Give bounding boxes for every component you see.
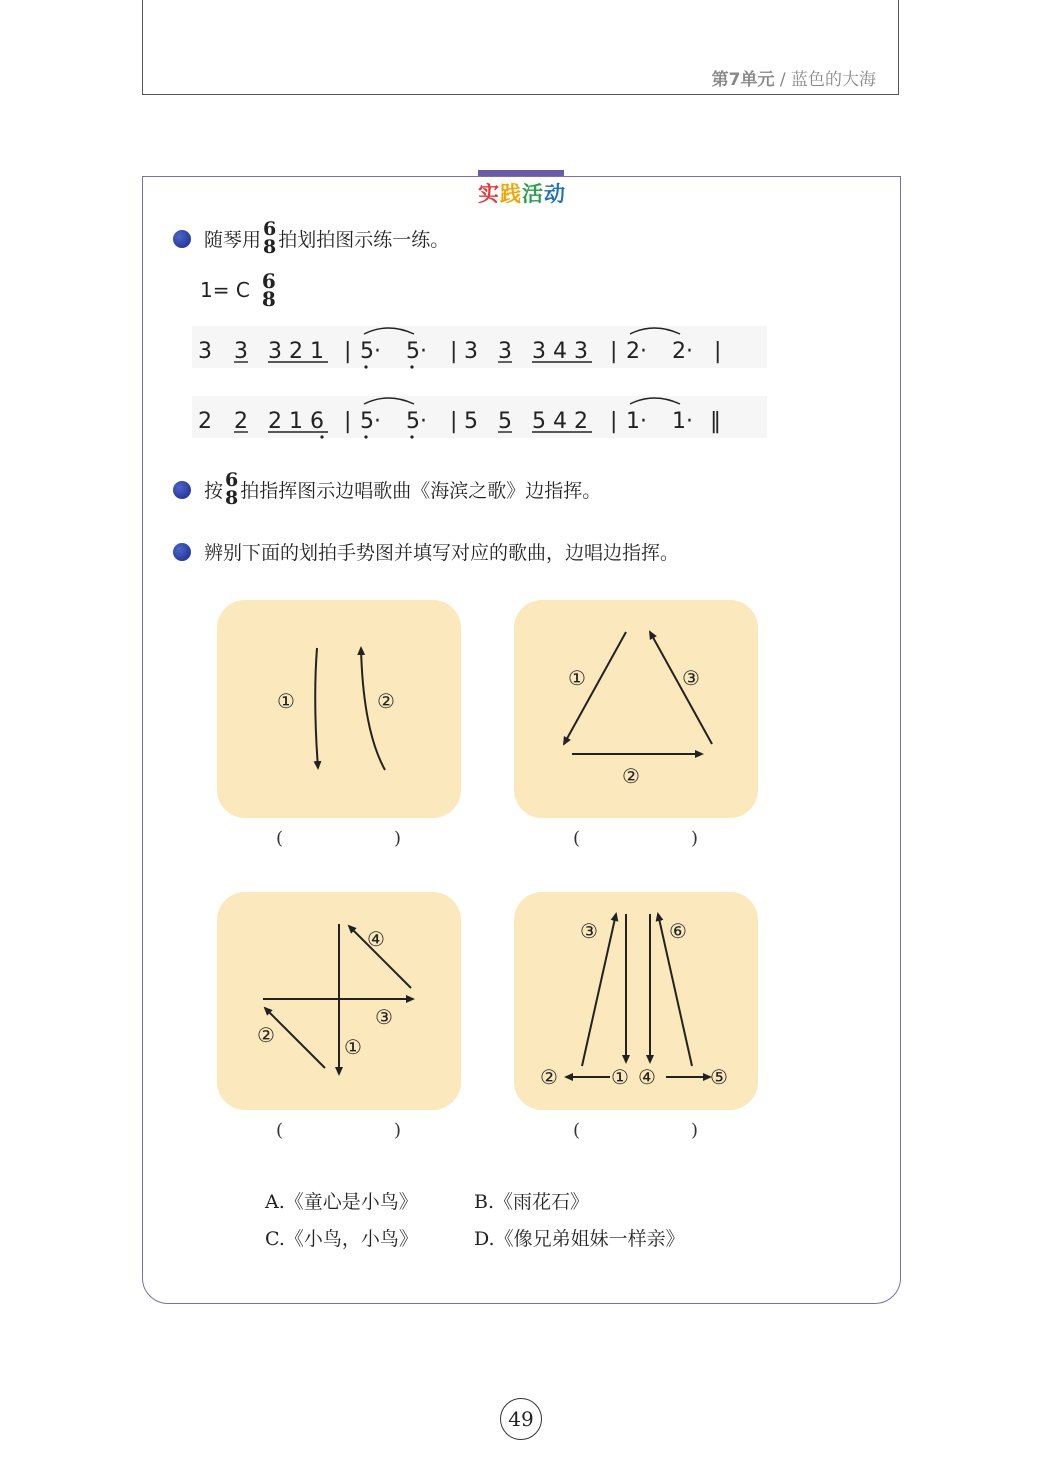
blank-open-4: ( bbox=[573, 1120, 581, 1141]
note: 5· bbox=[406, 339, 427, 364]
note: 3 bbox=[498, 339, 512, 364]
note-group: 3 2 1 bbox=[268, 339, 324, 364]
unit-header bbox=[712, 65, 876, 90]
bullet-3 bbox=[173, 543, 191, 561]
blank-open-3: ( bbox=[276, 1120, 284, 1141]
barline: | bbox=[714, 339, 722, 364]
score-time-num: 6 bbox=[261, 269, 276, 293]
option-c: C.《小鸟，小鸟》 bbox=[265, 1228, 418, 1250]
label-1: ① bbox=[277, 689, 295, 713]
beat-card-6 bbox=[514, 892, 758, 1110]
unit-title: 蓝色的大海 bbox=[791, 70, 876, 90]
unit-separator: / bbox=[779, 70, 786, 90]
note-group: 3 4 3 bbox=[532, 339, 588, 364]
label-2: ② bbox=[377, 689, 395, 713]
end-barline: ‖ bbox=[710, 409, 721, 434]
option-a: A.《童心是小鸟》 bbox=[265, 1191, 418, 1213]
instruction-2 bbox=[204, 471, 601, 507]
instruction-2-pre: 按 bbox=[204, 479, 224, 502]
blank-close-1[interactable]: ) bbox=[394, 828, 402, 849]
note: 2· bbox=[672, 339, 693, 364]
note: 5 bbox=[464, 409, 478, 434]
score-time-signature bbox=[261, 269, 276, 311]
label-2: ② bbox=[257, 1023, 275, 1047]
label-6: ⑥ bbox=[669, 919, 687, 943]
title-char-4: 动 bbox=[544, 182, 566, 206]
label-2: ② bbox=[540, 1065, 558, 1089]
note: 1· bbox=[626, 409, 647, 434]
bullet-2 bbox=[173, 481, 191, 499]
six-beat-diagram bbox=[514, 892, 758, 1110]
time-sig-1-num: 6 bbox=[263, 218, 277, 240]
note: 5· bbox=[360, 339, 381, 364]
time-signature-1 bbox=[263, 220, 276, 256]
instruction-1-pre: 随琴用 bbox=[204, 228, 262, 251]
label-2: ② bbox=[622, 764, 640, 788]
note: 5· bbox=[360, 409, 381, 434]
note-group: 2 1 6 bbox=[268, 409, 324, 434]
note: 1· bbox=[672, 409, 693, 434]
barline: | bbox=[450, 339, 458, 364]
barline: | bbox=[344, 409, 352, 434]
option-d: D.《像兄弟姐妹一样亲》 bbox=[474, 1228, 685, 1250]
blank-close-4[interactable]: ) bbox=[691, 1120, 699, 1141]
barline: | bbox=[450, 409, 458, 434]
instruction-1-post: 拍划拍图示练一练。 bbox=[278, 228, 450, 251]
note-group: 5 4 2 bbox=[532, 409, 588, 434]
instruction-1 bbox=[204, 220, 449, 256]
blank-open-2: ( bbox=[573, 828, 581, 849]
barline: | bbox=[610, 409, 618, 434]
score-time-den: 8 bbox=[261, 287, 276, 311]
title-char-1: 实 bbox=[478, 182, 500, 206]
label-1: ① bbox=[344, 1035, 362, 1059]
note: 3 bbox=[198, 339, 212, 364]
three-beat-diagram bbox=[514, 600, 758, 818]
activity-title bbox=[474, 178, 570, 208]
beat-card-3 bbox=[514, 600, 758, 818]
label-4: ④ bbox=[638, 1065, 656, 1089]
time-signature-2 bbox=[225, 471, 238, 507]
blank-open-1: ( bbox=[276, 828, 284, 849]
bullet-1 bbox=[173, 230, 191, 248]
note: 2 bbox=[234, 409, 248, 434]
score-line-2 bbox=[192, 390, 752, 446]
beat3-arrow bbox=[650, 632, 712, 744]
label-3: ③ bbox=[580, 919, 598, 943]
key-signature bbox=[200, 269, 278, 311]
note: 5 bbox=[498, 409, 512, 434]
note: 2 bbox=[198, 409, 212, 434]
score-line-1 bbox=[192, 320, 752, 376]
header-box bbox=[142, 0, 899, 95]
time-sig-1-den: 8 bbox=[263, 236, 277, 258]
time-sig-2-num: 6 bbox=[225, 469, 239, 491]
barline: | bbox=[344, 339, 352, 364]
instruction-2-post: 拍指挥图示边唱歌曲《海滨之歌》边指挥。 bbox=[240, 479, 602, 502]
label-3: ③ bbox=[682, 666, 700, 690]
four-beat-diagram bbox=[217, 892, 461, 1110]
unit-label: 第7单元 bbox=[711, 70, 775, 90]
title-char-3: 活 bbox=[522, 182, 544, 206]
blank-close-3[interactable]: ) bbox=[394, 1120, 402, 1141]
beat-card-2 bbox=[217, 600, 461, 818]
note: 2· bbox=[626, 339, 647, 364]
barline: | bbox=[610, 339, 618, 364]
beat-card-4 bbox=[217, 892, 461, 1110]
instruction-3-text: 辨别下面的划拍手势图并填写对应的歌曲，边唱边指挥。 bbox=[204, 542, 680, 564]
label-4: ④ bbox=[367, 927, 385, 951]
note: 5· bbox=[406, 409, 427, 434]
title-char-2: 践 bbox=[500, 182, 522, 206]
time-sig-2-den: 8 bbox=[225, 487, 239, 509]
label-5: ⑤ bbox=[710, 1065, 728, 1089]
blank-close-2[interactable]: ) bbox=[691, 828, 699, 849]
two-beat-diagram bbox=[217, 600, 461, 818]
page-number: 49 bbox=[500, 1398, 542, 1440]
instruction-3 bbox=[204, 538, 679, 565]
label-3: ③ bbox=[375, 1005, 393, 1029]
key-label: 1= C bbox=[200, 278, 250, 302]
note: 3 bbox=[464, 339, 478, 364]
note: 3 bbox=[234, 339, 248, 364]
label-1: ① bbox=[568, 666, 586, 690]
downbeat-arrow bbox=[315, 648, 318, 768]
option-b: B.《雨花石》 bbox=[474, 1191, 590, 1213]
label-1: ① bbox=[611, 1065, 629, 1089]
